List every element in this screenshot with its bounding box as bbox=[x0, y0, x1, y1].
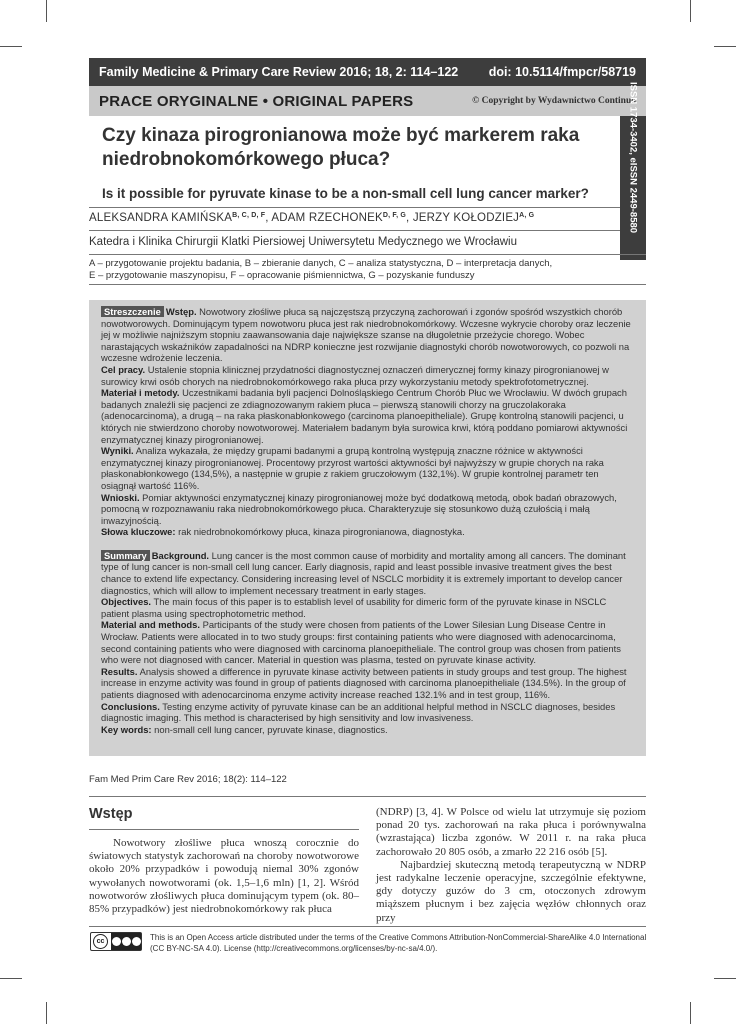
abstract-text: Ustalenie stopnia klinicznej przydatności diagnostycznej oznaczeń dimerycznej formy kinazy pirogronianowej w surowicy krwi osób chorych na niedrobnokomórkowego raka płuca przy wykorzystaniu metody spektrofotometrycznej. bbox=[101, 363, 609, 387]
summary-badge: Summary bbox=[101, 550, 150, 561]
abstract-heading: Background. bbox=[151, 549, 210, 561]
author-name: ADAM RZECHONEK bbox=[271, 212, 383, 224]
crop-mark bbox=[714, 46, 736, 47]
crop-mark bbox=[690, 0, 691, 22]
title-line: niedrobnokomórkowego płuca? bbox=[102, 149, 391, 170]
cc-license-badge[interactable] bbox=[90, 932, 142, 951]
heading-underline bbox=[89, 829, 359, 830]
crop-mark bbox=[0, 978, 22, 979]
abstract-text: non-small cell lung cancer, pyruvate kinase, diagnostics. bbox=[154, 723, 388, 735]
divider bbox=[89, 284, 646, 285]
doi-link[interactable]: doi: 10.5114/fmpcr/58719 bbox=[488, 65, 636, 79]
divider bbox=[89, 926, 646, 927]
article-title bbox=[102, 124, 612, 172]
abstract-box bbox=[89, 300, 646, 756]
abstract-text: Pomiar aktywności enzymatycznej kinazy pirogronianowej może być dodatkową metodą, obok badań obrazowych, pomocną w rozpoznawaniu raka niedrobnokomórkowego płuca. Charakteryzuje się stosunkowo dużą czułością i małą inwazyjnością. bbox=[101, 491, 617, 526]
abstract-heading: Conclusions. bbox=[101, 700, 160, 712]
abstract-polish bbox=[101, 306, 636, 538]
journal-header-bar bbox=[89, 58, 646, 86]
author-roles: D, F, G bbox=[382, 212, 407, 219]
divider bbox=[89, 796, 646, 797]
divider bbox=[89, 254, 646, 255]
journal-citation-header: Family Medicine & Primary Care Review 2016; 18, 2: 114–122 bbox=[99, 65, 459, 79]
abstract-text: Participants of the study were chosen from patients of the Lower Silesian Lung Disease Centre in Wrocław. Patients were allocated in to two study groups: first containing patients who were diagnosed with adenocarcinoma, second containing patients who were diagnosed with carcinoma planoepitheliale. The control group was chosen from patients who were not diagnosed with cancer. Material in question was plasma, tested on pyruvate kinase activity. bbox=[101, 619, 621, 666]
cc-icon: cc bbox=[93, 934, 108, 949]
author-roles: B, C, D, F bbox=[232, 212, 266, 219]
divider bbox=[89, 207, 620, 208]
body-column-left bbox=[89, 837, 359, 916]
abstract-heading: Wyniki. bbox=[101, 445, 134, 457]
abstract-text: The main focus of this paper is to establish level of usability for dimeric form of the pyruvate kinase in NSCLC patient plasma using spectrophotometric method. bbox=[101, 596, 607, 619]
contribution-roles bbox=[89, 258, 646, 282]
crop-mark bbox=[46, 1002, 47, 1024]
abstract-text: Uczestnikami badania byli pacjenci Dolnośląskiego Centrum Chorób Płuc we Wrocławiu. W dwóch grupach badanych znaleźli się pacjenci ze zdiagnozowanym rakiem płuca – pierwszą stanowili chorzy na gruczolakoraka (adenocarcinoma), a drugą – na raka płaskonabłonkowego (carcinoma planoepitheliale). Grupę kontrolną stanowili pacjenci, u których nie stwierdzono choroby nowotworowej. Materiałem badanym była surowica krwi, którą poddano pomiarowi aktywności enzymatycznej kinazy pirogronianowej. bbox=[101, 387, 628, 445]
divider bbox=[89, 230, 620, 231]
copyright-notice: © Copyright by Wydawnictwo Continuo bbox=[472, 96, 636, 106]
abstract-text: Analysis showed a difference in pyruvate kinase activity between patients in study groups and test group. The highest increase in enzyme activity was found in group of patients diagnosed with carcinoma planoepitheliale (134.5%). In the group of patients diagnosed with adenocarcinoma enzyme activity increase reached 132.1% and in test group, 116%. bbox=[101, 665, 627, 700]
crop-mark bbox=[0, 46, 22, 47]
abstract-heading: Wnioski. bbox=[101, 491, 140, 503]
title-line: Czy kinaza pirogronianowa może być markerem raka bbox=[102, 125, 580, 146]
author-list: ALEKSANDRA $KAMIŃSKA^{B, C, D, F}$, ADAM $RZECHONEK^{D, F, G}$, JERZY $KOŁODZIEJ^{A, G}$ bbox=[89, 212, 535, 224]
crop-mark bbox=[714, 978, 736, 979]
roles-line: E – przygotowanie maszynopisu, F – opracowanie piśmiennictwa, G – pozyskanie funduszy bbox=[89, 270, 475, 281]
abstract-text: rak niedrobnokomórkowy płuca, kinaza pirogronianowa, diagnostyka. bbox=[178, 526, 465, 538]
abstract-heading: Objectives. bbox=[101, 596, 152, 608]
article-subtitle: Is it possible for pyruvate kinase to be a non-small cell lung cancer marker? bbox=[102, 186, 589, 201]
abstract-english bbox=[101, 550, 636, 736]
abstract-heading: Key words: bbox=[101, 723, 152, 735]
abstract-text: Testing enzyme activity of pyruvate kinase can be an additional helpful method in NSCLC diagnoses, besides diagnostic imaging. This method is characterised by high sensitivity and low invasiveness. bbox=[101, 700, 616, 724]
body-paragraph: (NDRP) [3, 4]. W Polsce od wielu lat utrzymuje się poziom ponad 20 tys. zachorowań na raka płuca i porównywalna (wzrastająca) liczba zgonów. W 2011 r. na raka płuca zachorowało 20 805 osób, a zmarło 22 216 osób [5]. bbox=[376, 806, 646, 858]
roles-line: A – przygotowanie projektu badania, B – zbieranie danych, C – analiza statystyczna, D – interpretacja danych, bbox=[89, 258, 553, 269]
sa-icon bbox=[132, 937, 141, 946]
abstract-text: Nowotwory złośliwe płuca są najczęstszą przyczyną zachorowań i zgonów spośród wszystkich chorób nowotworowych. Dominującym typem nowotworu płuca jest rak niedrobnokomórkowy. Wczesne wykrycie choroby oraz leczenie jej w możliwie najniższym stopniu zaawansowania daje największe szanse na długoletnie przeżycie chorego. Wobec narastających wskaźników zapadalności na NDRP konieczne jest rozwijanie diagnostyki chorób nowotworowych, co pozwoli na wczesne wdrożenie leczenia. bbox=[101, 306, 631, 364]
abstract-heading: Wstęp. bbox=[165, 306, 197, 317]
abstract-heading: Material and methods. bbox=[101, 619, 200, 631]
affiliation: Katedra i Klinika Chirurgii Klatki Piersiowej Uniwersytetu Medycznego we Wrocławiu bbox=[89, 236, 518, 248]
issn-text: ISSN 1734-3402, eISSN 2449-8580 bbox=[627, 82, 639, 234]
streszczenie-badge: Streszczenie bbox=[101, 306, 164, 317]
abstract-heading: Results. bbox=[101, 665, 138, 677]
body-column-right bbox=[376, 806, 646, 925]
author-name: JERZY KOŁODZIEJ bbox=[412, 212, 520, 224]
author-name: ALEKSANDRA KAMIŃSKA bbox=[89, 212, 233, 224]
body-paragraph: Nowotwory złośliwe płuca wnoszą corocznie do światowych statystyk zachorowań na choroby nowotworowe około 20% przypadków i powodują niemal 30% zgonów wywołanych nowotworami (ok. 1,5–1,6 mln) [1, 2]. Wśród nowotworów złośliwych płuca dominującym typem (ok. 80–85% przypadków) jest niedrobnokomórkowy rak płuca bbox=[89, 837, 359, 916]
abstract-heading: Materiał i metody. bbox=[101, 387, 180, 399]
section-band bbox=[89, 86, 646, 116]
abstract-text: Lung cancer is the most common cause of morbidity and mortality among all cancers. The dominant type of lung cancer is non-small cell lung cancer. Early diagnosis, rapid and least possible invasive treatment gives the best chance to extend life expectancy. Considering increasing level of NSCLC morbidity it is extremely important to develop cancer diagnostics, which will allow to implement necessary treatment in early stages. bbox=[101, 549, 626, 596]
abstract-text: Analiza wykazała, że między grupami badanymi a grupą kontrolną występują znaczne różnice w aktywności enzymatycznej kinazy pirogronianowej. Procentowy przyrost wartości aktywności był najwyższy w grupie chorych na raka płaskonabłonkowego (134,5%), a następnie w grupie z rakiem gruczołowym (132,1%). W grupie kontrolnej parametr ten osiągnął wartość 116%. bbox=[101, 445, 604, 491]
cc-by-nc-sa-icons bbox=[111, 933, 141, 950]
crop-mark bbox=[690, 1002, 691, 1024]
abstract-heading: Słowa kluczowe: bbox=[101, 526, 176, 538]
body-paragraph: Najbardziej skuteczną metodą terapeutyczną w NDRP jest radykalne leczenie operacyjne, szczególnie efektywne, gdy dotyczy guzów do 3 cm, otoczonych zdrowym miąższem płucnym i bez zajęcia węzłów chłonnych oraz przy bbox=[376, 858, 646, 924]
abstract-heading: Cel pracy. bbox=[101, 363, 146, 375]
author-roles: A, G bbox=[519, 212, 535, 219]
section-heading: Wstęp bbox=[89, 806, 133, 822]
citation-line: Fam Med Prim Care Rev 2016; 18(2): 114–122 bbox=[89, 774, 287, 785]
nc-icon bbox=[122, 937, 131, 946]
crop-mark bbox=[46, 0, 47, 22]
by-icon bbox=[112, 937, 121, 946]
section-label: PRACE ORYGINALNE • ORIGINAL PAPERS bbox=[99, 92, 414, 110]
license-text: This is an Open Access article distributed under the terms of the Creative Commons Attribution-NonCommercial-ShareAlike 4.0 International (CC BY-NC-SA 4.0). License (http://creativecommons.org/licenses/by-nc-sa/4.0/). bbox=[150, 933, 647, 953]
